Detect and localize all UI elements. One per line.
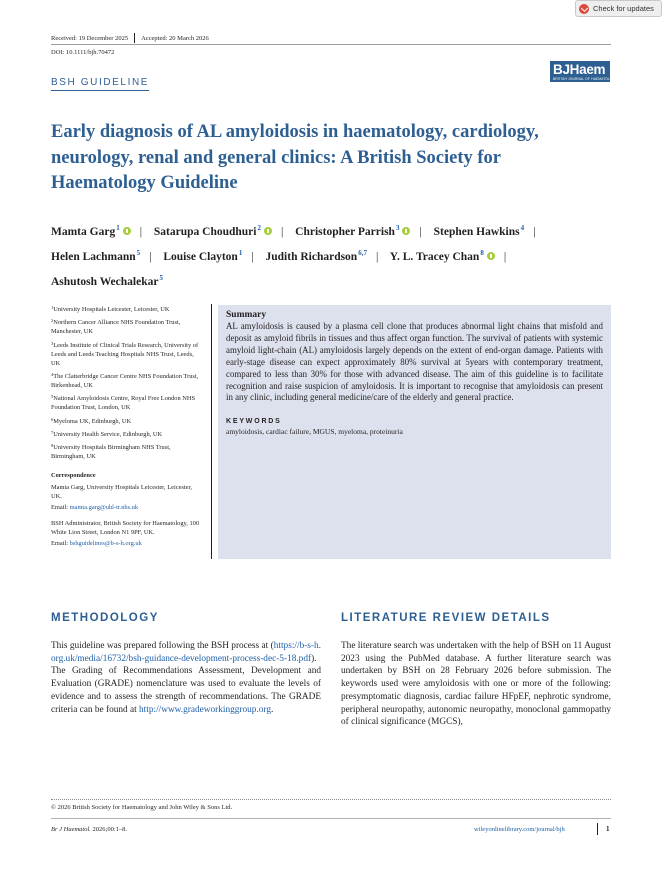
author-affiliation-ref[interactable]: 4 bbox=[520, 224, 525, 232]
affiliation-number: 3 bbox=[51, 340, 54, 346]
literature-heading: LITERATURE REVIEW DETAILS bbox=[341, 612, 551, 624]
affiliation-text: Northern Cancer Alliance NHS Foundation Trust, Manchester, UK bbox=[51, 319, 181, 336]
page-number: 1 bbox=[606, 825, 610, 833]
footer-rule bbox=[51, 818, 611, 819]
affiliation-number: 8 bbox=[51, 443, 54, 449]
affiliation-item bbox=[51, 442, 201, 462]
author bbox=[154, 226, 272, 238]
affiliation-item bbox=[51, 304, 201, 315]
correspondence-email-line: Email: mamta.garg@uhl-tr.nhs.uk bbox=[51, 503, 139, 511]
affiliation-number: 5 bbox=[51, 394, 54, 400]
orcid-icon[interactable] bbox=[123, 227, 131, 235]
bsh-process-link[interactable]: https://b-s-h.org.uk/media/16732/bsh-guidance-development-process-dec-5-18.pdf bbox=[51, 641, 321, 664]
author bbox=[266, 251, 367, 263]
affiliation-number: 6 bbox=[51, 416, 54, 422]
journal-citation: Br J Haematol. 2026;00:1–8. bbox=[51, 826, 128, 833]
author-affiliation-ref[interactable]: 2 bbox=[257, 224, 261, 232]
correspondence-heading: Correspondence bbox=[51, 472, 96, 480]
affiliations bbox=[51, 304, 201, 552]
affiliation-item bbox=[51, 371, 201, 391]
affiliation-item bbox=[51, 416, 201, 427]
orcid-icon[interactable] bbox=[402, 227, 410, 235]
article-title: Early diagnosis of AL amyloidosis in haematology, cardiology, neurology, renal and general clinics: A British Society for Haematology Guideline bbox=[51, 122, 539, 193]
column-divider bbox=[211, 304, 212, 559]
affiliation-number: 1 bbox=[51, 305, 54, 310]
admin-address: BSH Administrator, British Society for Haematology, 100 White Lion Street, London N1 9PF, UK. bbox=[51, 519, 200, 536]
author-affiliation-ref[interactable]: 6,7 bbox=[358, 249, 367, 257]
author bbox=[51, 226, 131, 238]
author-name: Ashutosh Wechalekar bbox=[51, 276, 159, 288]
section-tag: BSH GUIDELINE bbox=[51, 77, 149, 91]
affiliation-item bbox=[51, 317, 201, 337]
date-divider bbox=[134, 33, 135, 43]
check-badge-icon bbox=[579, 4, 589, 14]
affiliation-text: National Amyloidosis Centre, Royal Free London NHS Foundation Trust, London, UK bbox=[51, 395, 196, 412]
author-separator: | bbox=[139, 226, 143, 238]
author-affiliation-ref[interactable]: 1 bbox=[116, 224, 120, 232]
summary-heading: Summary bbox=[226, 310, 267, 320]
author-separator: | bbox=[280, 226, 284, 238]
author-name: Helen Lachmann bbox=[51, 251, 136, 263]
summary-box bbox=[218, 305, 611, 559]
affiliation-number: 2 bbox=[51, 318, 54, 324]
affiliation-number: 4 bbox=[51, 371, 54, 377]
check-for-updates-label: Check for updates bbox=[593, 4, 654, 13]
author bbox=[51, 251, 140, 263]
author-name: Stephen Hawkins bbox=[433, 226, 520, 238]
methodology-text: This guideline was prepared following the BSH process at (https://b-s-h.org.uk/media/16732/bsh-guidance-development-process-dec-5-18.pdf). The Grading of Recommendations Assessment, Development and Evaluation (GRADE) nomenclature was used to evaluate the levels of evidence and to assess the strength of recommendations. The GRADE criteria can be found at http://www.gradeworkinggroup.org. bbox=[51, 641, 321, 715]
author-name: Satarupa Choudhuri bbox=[153, 226, 257, 238]
check-for-updates-button[interactable] bbox=[575, 0, 662, 17]
author-affiliation-ref[interactable]: 3 bbox=[395, 224, 400, 232]
footer-divider bbox=[597, 823, 598, 835]
journal-logo-sub: BRITISH JOURNAL OF HAEMATOLOGY bbox=[553, 77, 618, 81]
author-separator: | bbox=[251, 251, 254, 263]
journal-logo-main: BJHaem bbox=[553, 62, 606, 77]
author bbox=[390, 251, 495, 263]
journal-logo bbox=[550, 61, 618, 82]
doi: DOI: 10.1111/bjh.70472 bbox=[51, 49, 115, 56]
author-separator: | bbox=[419, 226, 422, 238]
admin-email-line: Email: bshguidelines@b-s-h.org.uk bbox=[51, 540, 142, 548]
summary-text: AL amyloidosis is caused by a plasma cell clone that produces abnormal light chains that misfold and deposit as amyloid fibrils in tissues and thus affect organ function. The survival of patients with systemic amyloid light-chain (AL) amyloidosis largely depends on the extent of end-organ damage. Patients with early-stage disease can expect approximately 80% survival at 5years with contemporary treatment, compared to less than 30% for those with advanced disease. The aim of this guideline is to facilitate recognition and raise suspicion of amyloidosis. It is important to recognise that amyloidosis can present in any clinic, including general medicine/care of the elderly and general practice. bbox=[226, 321, 603, 403]
author-name: Mamta Garg bbox=[51, 226, 116, 238]
copyright: © 2026 British Society for Haematology and John Wiley & Sons Ltd. bbox=[51, 804, 233, 811]
literature-text: The literature search was undertaken with the help of BSH on 11 August 2023 using the PubMed database. A further literature search was undertaken by BSH on 28 February 2026 before submission. The keywords used were amyloidosis with one or more of the following: presymptomatic diagnosis, cardiac failure HFpEF, nephrotic syndrome, peripheral neuropathy, autonomic neuropathy, monoclonal gammopathy of clinical significance (MGCS), bbox=[341, 641, 611, 728]
author bbox=[295, 226, 410, 238]
author-affiliation-ref[interactable]: 5 bbox=[136, 249, 141, 257]
orcid-icon[interactable] bbox=[264, 227, 272, 235]
received-date: Received: 19 December 2025 bbox=[51, 34, 129, 42]
author-separator: | bbox=[149, 251, 152, 263]
grade-link[interactable]: http://www.gradeworkinggroup.org bbox=[139, 704, 271, 715]
author-name: Y. L. Tracey Chan bbox=[389, 251, 480, 263]
affiliation-item bbox=[51, 393, 201, 413]
affiliation-text: Myeloma UK, Edinburgh, UK bbox=[53, 417, 132, 425]
affiliation-text: University Hospitals Birmingham NHS Trust, Birmingham, UK bbox=[51, 444, 171, 461]
orcid-icon[interactable] bbox=[487, 252, 495, 260]
header-rule bbox=[51, 44, 611, 45]
author-name: Louise Clayton bbox=[163, 251, 238, 263]
correspondence-person: Mamta Garg, University Hospitals Leicester, Leicester, UK. bbox=[51, 483, 192, 500]
author-separator: | bbox=[375, 251, 379, 263]
author bbox=[434, 226, 524, 238]
keywords-heading: KEYWORDS bbox=[226, 418, 282, 426]
author bbox=[163, 251, 242, 263]
affiliation-text: University Hospitals Leicester, Leicester, UK bbox=[53, 306, 170, 313]
author-list bbox=[51, 218, 616, 293]
affiliation-text: University Health Service, Edinburgh, UK bbox=[53, 430, 163, 438]
methodology-heading: METHODOLOGY bbox=[51, 612, 159, 624]
accepted-date: Accepted: 20 March 2026 bbox=[141, 34, 209, 42]
affiliation-text: Leeds Institute of Clinical Trials Research, University of Leeds and Leeds Teaching Hospitals NHS Trust, Leeds, UK bbox=[51, 341, 199, 367]
affiliation-item bbox=[51, 340, 201, 369]
affiliation-number: 7 bbox=[51, 429, 54, 435]
affiliation-text: The Clatterbridge Cancer Centre NHS Foundation Trust, Birkenhead, UK bbox=[51, 372, 199, 389]
author-separator: | bbox=[533, 226, 536, 238]
affiliation-item bbox=[51, 429, 201, 440]
author-name: Judith Richardson bbox=[265, 251, 358, 263]
author-name: Christopher Parrish bbox=[295, 226, 395, 238]
author-separator: | bbox=[503, 251, 507, 263]
journal-website-link[interactable]: wileyonlinelibrary.com/journal/bjh bbox=[474, 826, 565, 833]
footer-dotted-rule bbox=[51, 799, 611, 800]
article-dates bbox=[51, 33, 209, 43]
correspondence-email-link[interactable]: mamta.garg@uhl-tr.nhs.uk bbox=[69, 503, 139, 511]
author-affiliation-ref[interactable]: 8 bbox=[480, 249, 484, 257]
author bbox=[51, 276, 163, 288]
author-affiliation-ref[interactable]: 5 bbox=[159, 274, 163, 282]
author-affiliation-ref[interactable]: 1 bbox=[238, 249, 243, 257]
keywords-list: amyloidosis, cardiac failure, MGUS, myeloma, proteinuria bbox=[226, 427, 403, 437]
admin-email-link[interactable]: bshguidelines@b-s-h.org.uk bbox=[69, 540, 142, 548]
